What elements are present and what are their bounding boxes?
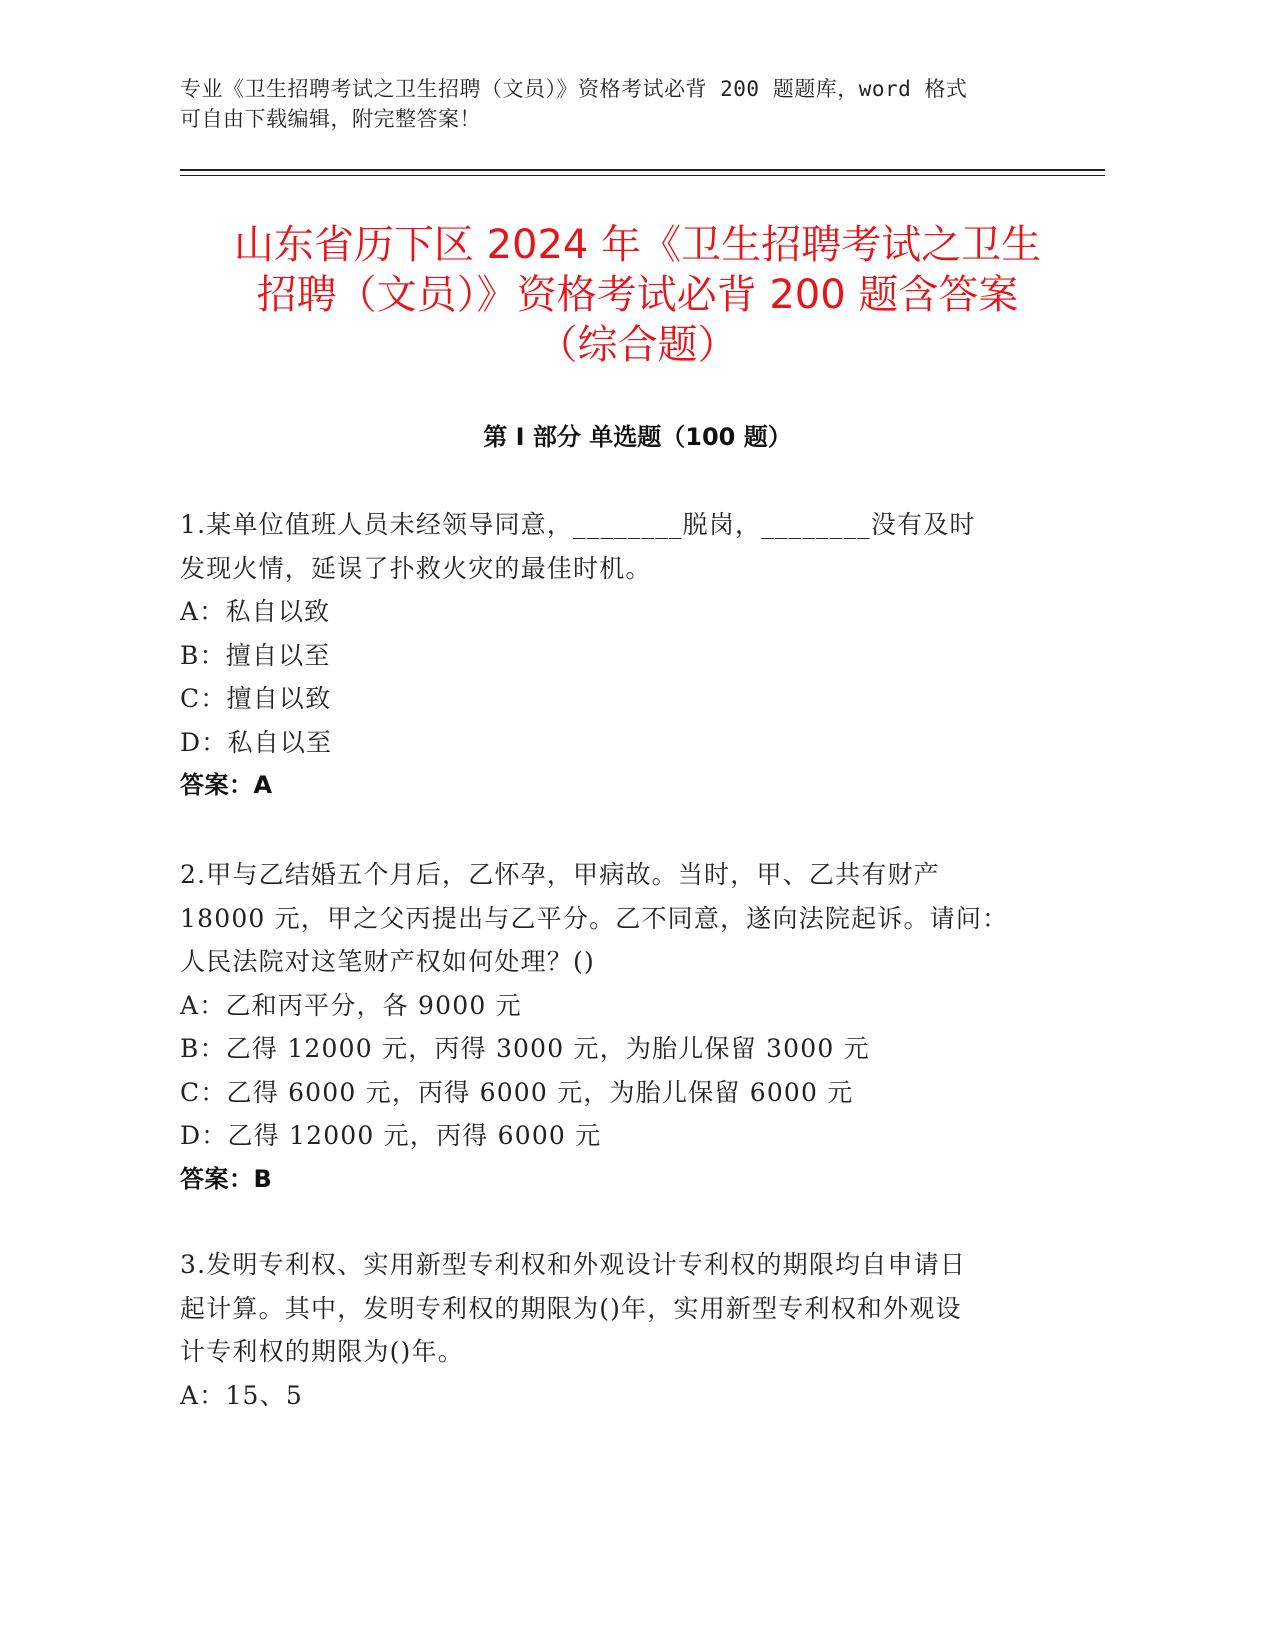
header-divider-thick	[180, 169, 1105, 171]
document-title-line: 招聘（文员）》资格考试必背 200 题含答案	[256, 272, 1019, 318]
option-d: D：乙得 12000 元，丙得 6000 元	[180, 1121, 602, 1150]
option-b: B：擅自以至	[180, 640, 331, 670]
option-c: C：乙得 6000 元，丙得 6000 元，为胎儿保留 6000 元	[180, 1077, 854, 1107]
option-a: A：乙和丙平分，各 9000 元	[180, 990, 522, 1020]
question-stem-line: 发现火情，延误了扑救火灾的最佳时机。	[180, 553, 652, 583]
question-stem-line: 1.某单位值班人员未经领导同意，________脱岗，________没有及时	[180, 510, 976, 539]
option-a: A：私自以致	[180, 597, 331, 626]
question-stem-line: 计专利权的期限为()年。	[180, 1337, 464, 1366]
question-stem-line: 人民法院对这笔财产权如何处理？()	[180, 947, 595, 976]
document-title-line: 山东省历下区 2024 年《卫生招聘考试之卫生	[233, 222, 1042, 268]
answer: 答案：A	[180, 771, 273, 799]
question-stem-line: 2.甲与乙结婚五个月后，乙怀孕，甲病故。当时，甲、乙共有财产	[180, 860, 940, 889]
question-2	[180, 853, 1080, 1201]
question-3	[180, 1243, 1080, 1417]
answer: 答案：B	[180, 1164, 273, 1193]
header-line: 可自由下载编辑，附完整答案！	[180, 107, 481, 131]
question-1	[180, 503, 1080, 808]
header-divider-thin	[180, 175, 1105, 176]
question-stem-line: 起计算。其中，发明专利权的期限为()年，实用新型专利权和外观设	[180, 1293, 962, 1323]
option-b: B：乙得 12000 元，丙得 3000 元，为胎儿保留 3000 元	[180, 1034, 870, 1063]
document-title-line: （综合题）	[537, 322, 738, 368]
option-d: D：私自以至	[180, 727, 333, 757]
question-stem-line: 18000 元，甲之父丙提出与乙平分。乙不同意，遂向法院起诉。请问：	[180, 903, 1009, 933]
option-a: A：15、5	[180, 1380, 303, 1410]
header-line: 专业《卫生招聘考试之卫生招聘（文员）》资格考试必背 200 题题库，word 格式	[180, 77, 968, 101]
section-heading: 第 I 部分 单选题（100 题）	[483, 423, 792, 451]
question-stem-line: 3.发明专利权、实用新型专利权和外观设计专利权的期限均自申请日	[180, 1250, 967, 1279]
option-c: C：擅自以致	[180, 684, 332, 713]
